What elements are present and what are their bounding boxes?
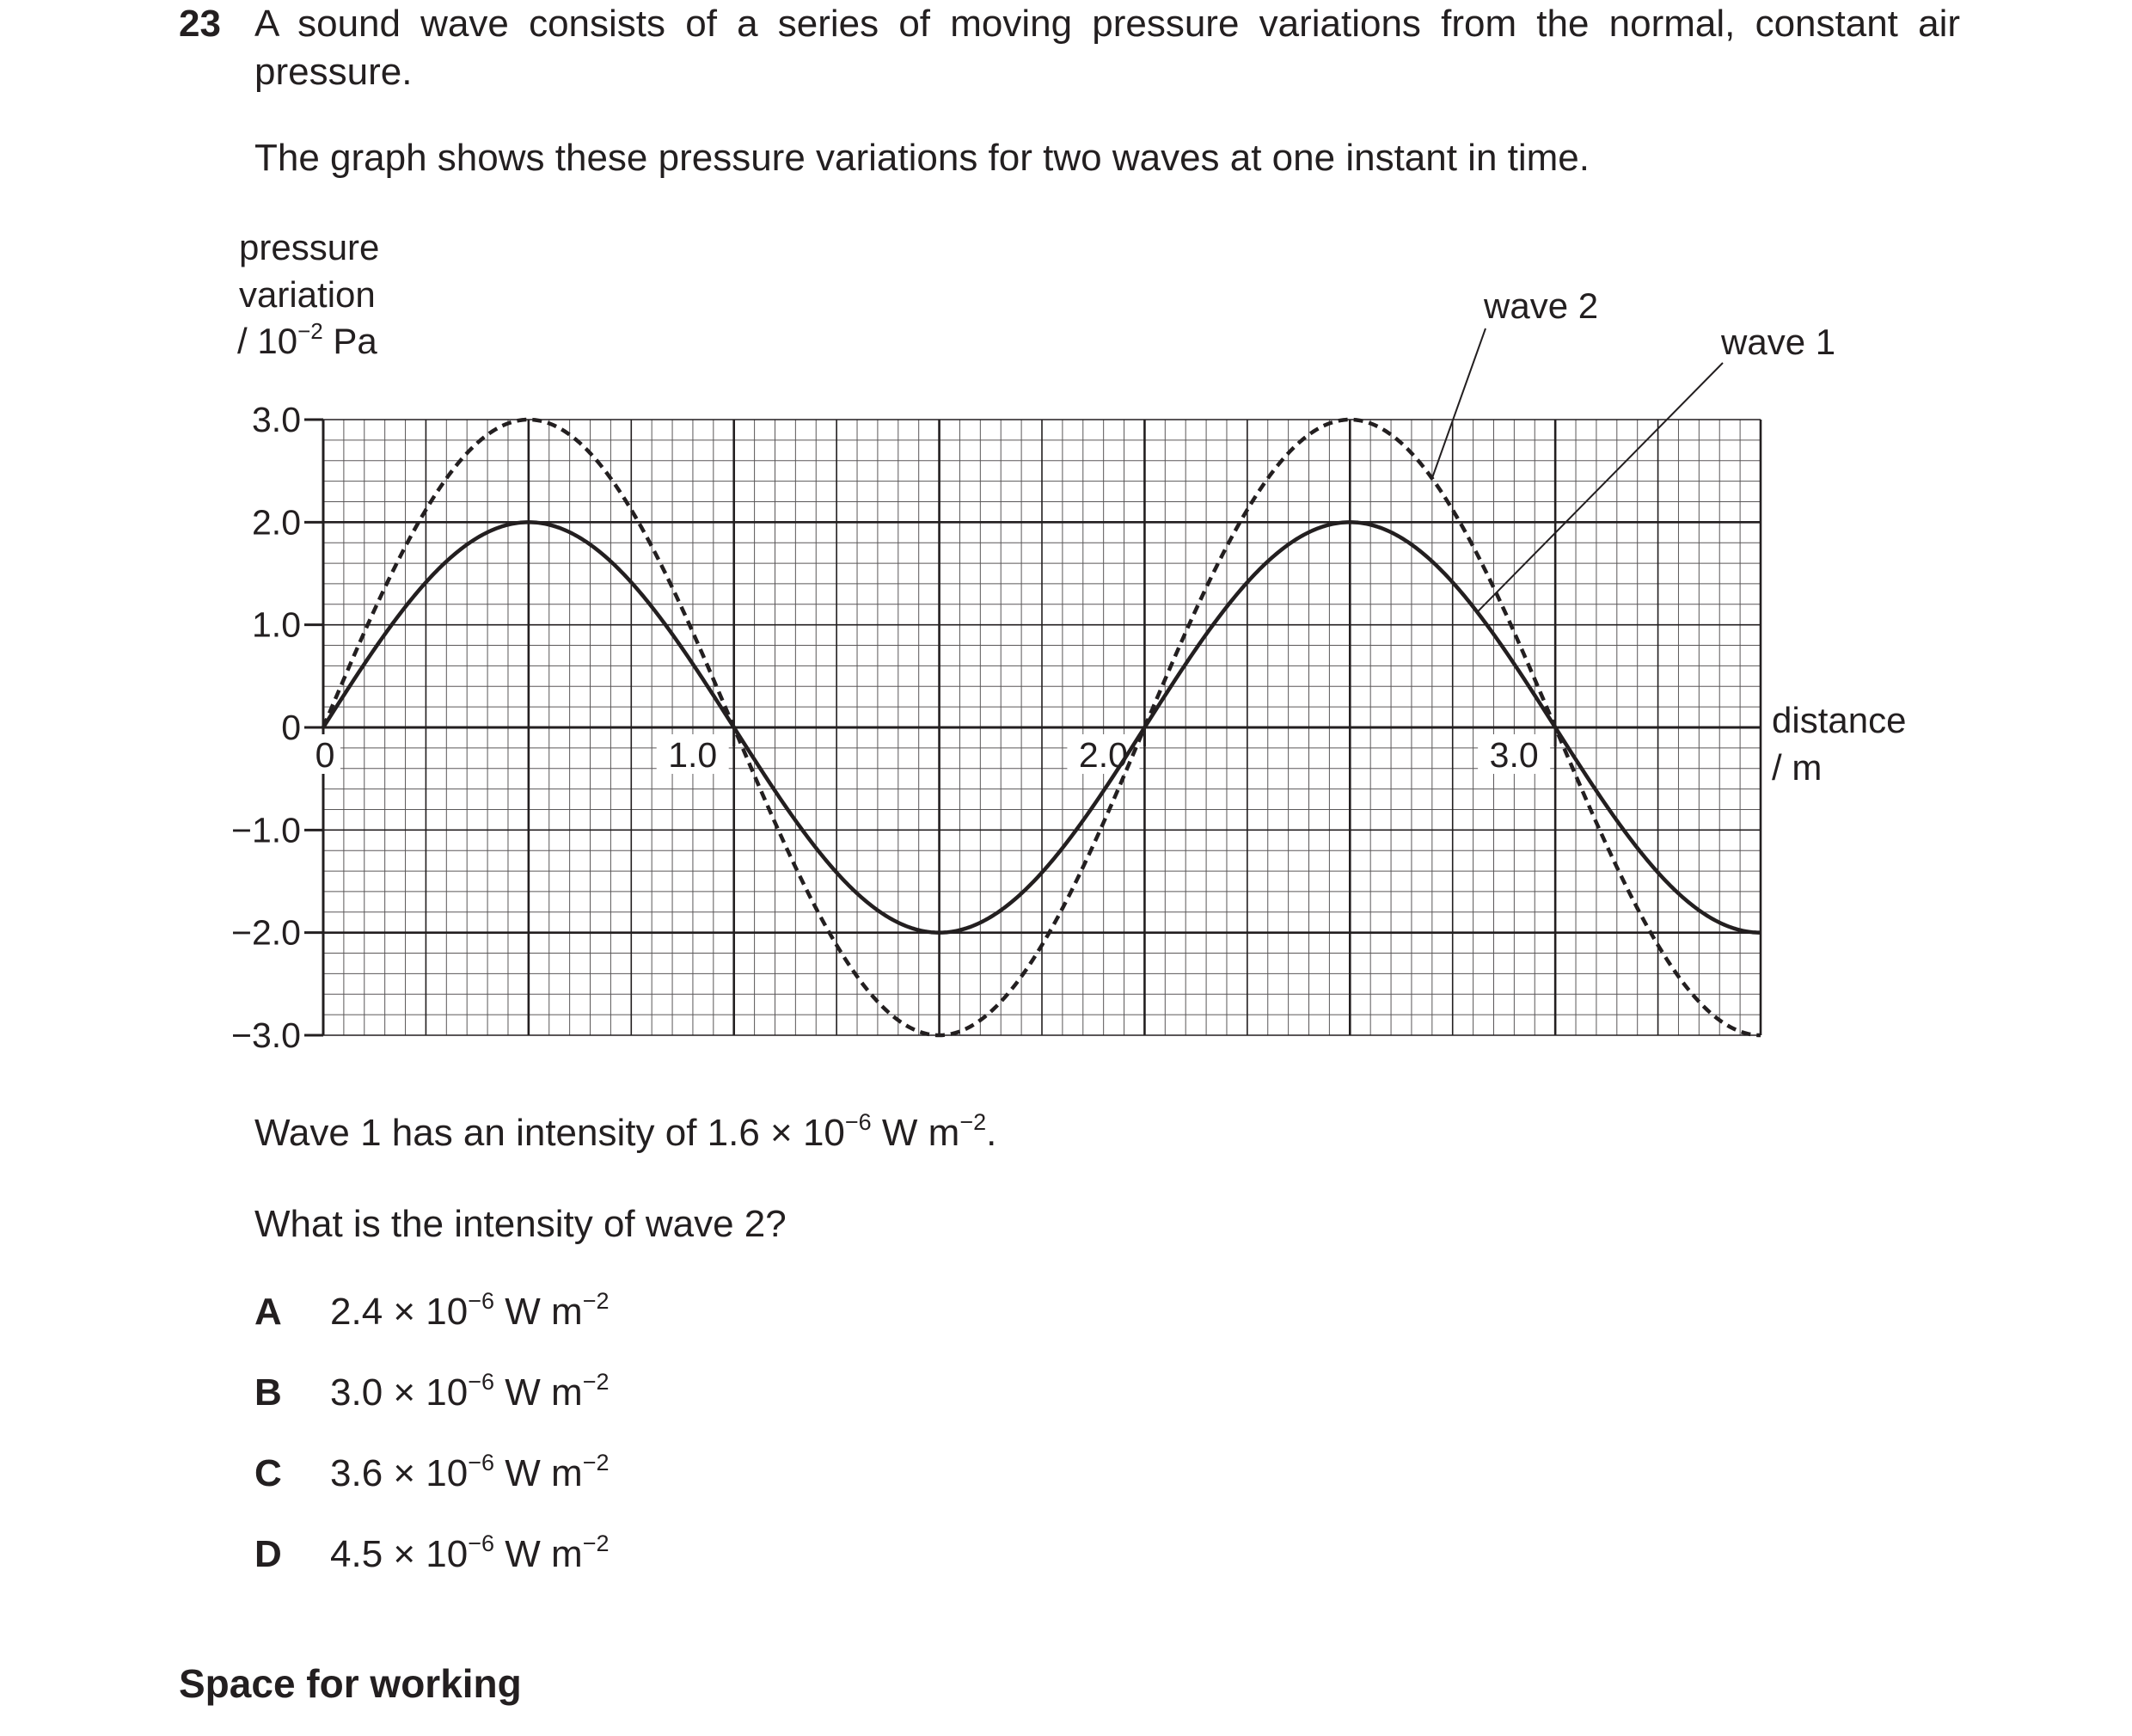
option-exponent: −6 [468, 1288, 495, 1315]
y-tick-label: 2.0 [252, 502, 301, 543]
option-letter: C [254, 1452, 282, 1494]
y-tick-label: 3.0 [252, 400, 301, 439]
x-axis-title-line2: / m [1772, 747, 1823, 788]
question-number: 23 [179, 3, 221, 45]
y-ticks [231, 400, 323, 1055]
graph-intro: The graph shows these pressure variations for two waves at one instant in time. [254, 137, 1590, 179]
option-number: 4.5 × 10 [330, 1533, 469, 1575]
statement-exp2: −2 [959, 1109, 987, 1136]
option-unit: W m [494, 1452, 583, 1494]
option-unit-exponent: −2 [582, 1531, 610, 1557]
option-value [330, 1369, 610, 1417]
option-number: 3.6 × 10 [330, 1452, 469, 1494]
option-value [330, 1531, 610, 1579]
statement-unit: W m [871, 1112, 960, 1154]
y-tick-label: 0 [281, 708, 301, 747]
legend-leaders [1432, 328, 1723, 612]
option-unit: W m [494, 1533, 583, 1575]
option-value [330, 1288, 610, 1336]
option-number: 3.0 × 10 [330, 1371, 469, 1414]
leader-line-wave-2 [1432, 328, 1486, 478]
statement-suffix: . [986, 1112, 997, 1154]
y-tick-label: −2.0 [231, 912, 301, 953]
option-letter: B [254, 1371, 282, 1414]
y-tick-label: −3.0 [231, 1015, 301, 1055]
option-unit-exponent: −2 [582, 1369, 610, 1396]
y-axis-unit-prefix: / 10 [237, 321, 298, 361]
y-axis-unit [237, 318, 377, 361]
legend-wave-2: wave 2 [1484, 285, 1599, 326]
x-axis-title-line1: distance [1772, 700, 1907, 740]
x-tick-label: 1.0 [668, 735, 718, 775]
option-exponent: −6 [468, 1531, 495, 1557]
legend-wave-1: wave 1 [1721, 322, 1836, 362]
x-tick-label: 3.0 [1489, 735, 1539, 775]
question-text: A sound wave consists of a series of moving pressure variations from the normal, constant air pressure. [254, 3, 1960, 93]
question-prompt: What is the intensity of wave 2? [254, 1203, 787, 1245]
statement-prefix: Wave 1 has an intensity of 1.6 × 10 [254, 1112, 845, 1154]
option-unit-exponent: −2 [582, 1450, 610, 1476]
option-value [330, 1450, 610, 1498]
option-exponent: −6 [468, 1450, 495, 1476]
option-number: 2.4 × 10 [330, 1291, 469, 1333]
y-tick-label: 1.0 [252, 604, 301, 645]
option-exponent: −6 [468, 1369, 495, 1396]
option-letter: A [254, 1291, 282, 1333]
x-tick-label: 2.0 [1078, 735, 1128, 775]
intensity-statement [254, 1109, 996, 1157]
x-tick-label: 0 [315, 735, 335, 775]
y-axis-unit-suffix: Pa [322, 321, 377, 361]
y-axis-title-line1: pressure [239, 227, 380, 267]
y-axis-unit-exponent: −2 [297, 318, 323, 344]
option-unit: W m [494, 1371, 583, 1414]
y-tick-label: −1.0 [231, 810, 301, 850]
space-for-working-label: Space for working [179, 1661, 522, 1706]
option-letter: D [254, 1533, 282, 1575]
statement-exp1: −6 [844, 1109, 872, 1136]
option-unit-exponent: −2 [582, 1288, 610, 1315]
y-axis-title-line2: variation [239, 274, 376, 315]
option-unit: W m [494, 1291, 583, 1333]
x-ticks [309, 727, 1555, 775]
